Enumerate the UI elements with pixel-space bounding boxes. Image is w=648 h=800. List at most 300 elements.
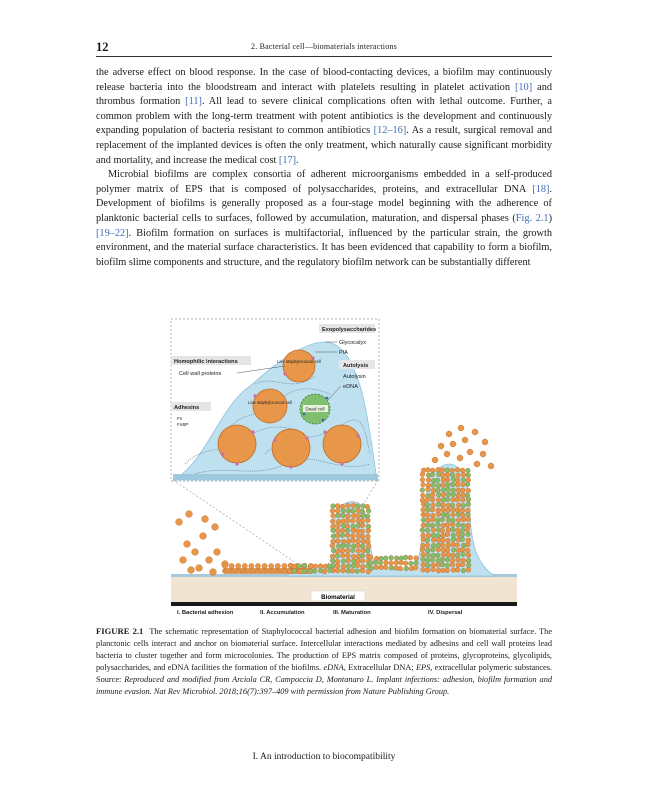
biofilm-cell xyxy=(399,560,404,565)
biofilm-cell xyxy=(440,562,445,567)
biofilm-cell xyxy=(431,533,436,538)
biofilm-cell xyxy=(446,492,451,497)
biofilm-cell xyxy=(336,544,341,549)
biofilm-cell xyxy=(460,547,465,552)
biofilm-cell xyxy=(350,569,355,574)
biofilm-cell xyxy=(450,553,455,558)
biofilm-cell xyxy=(335,563,340,568)
biofilm-cell xyxy=(346,539,351,544)
biofilm-cell xyxy=(302,563,307,568)
biofilm-cell xyxy=(403,561,408,566)
label-fnbp: FnBP xyxy=(177,422,189,427)
stage-bar xyxy=(171,602,517,606)
biofilm-cell xyxy=(431,503,436,508)
biofilm-cell xyxy=(425,467,430,472)
biofilm-cell xyxy=(455,568,460,573)
biofilm-cell xyxy=(421,562,426,567)
biofilm-cell xyxy=(360,534,365,539)
biofilm-cell xyxy=(341,543,346,548)
biofilm-cell xyxy=(425,523,430,528)
biofilm-cell xyxy=(445,472,450,477)
biofilm-cell xyxy=(461,568,466,573)
biofilm-cell xyxy=(346,509,351,514)
biofilm-cell xyxy=(430,517,435,522)
biofilm-cell xyxy=(420,493,425,498)
dispersing-cell xyxy=(474,461,480,467)
biofilm-cell xyxy=(379,565,384,570)
body-text xyxy=(96,66,552,270)
planktonic-cell xyxy=(196,565,203,572)
biofilm-cell xyxy=(441,568,446,573)
biofilm-cell xyxy=(441,552,446,557)
biofilm-cell xyxy=(421,557,426,562)
biofilm-cell xyxy=(340,528,345,533)
citation-link[interactable]: [17] xyxy=(278,154,297,166)
biofilm-cell xyxy=(366,539,371,544)
biofilm-cell xyxy=(465,527,470,532)
biofilm-cell xyxy=(426,478,431,483)
biofilm-cell xyxy=(445,522,450,527)
biofilm-cell xyxy=(455,497,460,502)
biofilm-cell xyxy=(394,560,399,565)
biofilm-cell xyxy=(351,508,356,513)
biofilm-cell xyxy=(351,503,356,508)
biofilm-cell xyxy=(461,503,466,508)
biofilm-cell xyxy=(441,523,446,528)
attached-cell xyxy=(236,563,241,568)
biofilm-cell xyxy=(322,569,327,574)
biofilm-cell xyxy=(345,528,350,533)
biofilm-cell xyxy=(456,503,461,508)
label-glycocalyx: Glycocalyx xyxy=(339,340,367,346)
biofilm-cell xyxy=(461,552,466,557)
biofilm-cell xyxy=(302,569,307,574)
biofilm-cell xyxy=(366,509,371,514)
biofilm-cell xyxy=(426,518,431,523)
biofilm-cell xyxy=(345,548,350,553)
biofilm-cell xyxy=(399,556,404,561)
biofilm-cell xyxy=(346,543,351,548)
biofilm-cell xyxy=(446,543,451,548)
biofilm-cell xyxy=(440,557,445,562)
biofilm-cell xyxy=(466,558,471,563)
label-cell-wall-proteins: Cell wall proteins xyxy=(179,371,222,377)
figure-link[interactable]: Fig. 2.1 xyxy=(515,212,549,224)
biofilm-cell xyxy=(445,557,450,562)
biofilm-cell xyxy=(440,517,445,522)
biofilm-cell xyxy=(450,522,455,527)
biofilm-cell xyxy=(435,478,440,483)
biofilm-cell xyxy=(331,528,336,533)
biofilm-cell xyxy=(345,518,350,523)
biofilm-cell xyxy=(414,556,419,561)
biofilm-cell xyxy=(460,508,465,513)
biofilm-cell xyxy=(456,557,461,562)
live-cell-bottom-middle xyxy=(272,429,310,467)
biofilm-cell xyxy=(446,527,451,532)
biofilm-cell xyxy=(420,528,425,533)
biofilm-cell xyxy=(435,522,440,527)
biofilm-cell xyxy=(355,543,360,548)
biofilm-cell xyxy=(398,566,403,571)
citation-link[interactable]: [11] xyxy=(185,96,202,108)
biofilm-cell xyxy=(435,553,440,558)
running-head: 2. Bacterial cell—biomaterials interactions xyxy=(251,42,397,51)
citation-link[interactable]: [12–16] xyxy=(373,125,407,137)
biofilm-cell xyxy=(365,548,370,553)
biofilm-cell xyxy=(466,567,471,572)
paragraph-1: the adverse effect on blood response. In the case of blood-contacting devices, a biofilm may continuously release bacteria into the bloodstream and interact with platelets resulting in platelet activation [10] and thrombus formation [11]. All lead to severe clinical complications often with lethal outcome. Further, a common problem with the long-term treatment with potent antibiotics is the development and continuously expanding population of bacteria resistant to common antibiotics [12–16]. As a result, surgical removal and replacement of the implanted devices is often the only treatment, which naturally cause significant morbidity and mortality, and increase the medical cost [17]. xyxy=(96,67,553,166)
biofilm-cell xyxy=(460,537,465,542)
biofilm-cell xyxy=(440,538,445,543)
page-footer: I. An introduction to biocompatibility xyxy=(252,752,396,762)
biofilm-cell xyxy=(451,492,456,497)
stage-labels xyxy=(177,610,463,616)
biofilm-cell xyxy=(335,533,340,538)
attached-cell xyxy=(249,563,254,568)
dispersing-cell xyxy=(488,463,494,469)
biofilm-cell xyxy=(456,488,461,493)
biofilm-cell xyxy=(460,513,465,518)
figure-caption: FIGURE 2.1 The schematic representation of Staphylococcal bacterial adhesion and biofilm formation on biomaterial surface. The planctonic cells interact and anchor on biomaterial surface. Intercellular interactions mediated by adhesins and cell wall proteins lead bacteria to cluster together and form microcolonies. The production of EPS matrix composed of proteins, glycoproteins, glycolipids, polysaccharides, and eDNA facilities the formation of the biofilms. eDNA, Extracellular DNA; EPS, extracellular polymeric substances. Source: Reproduced and modified from Arciola CR, Campoccia D, Montanaro L. Implant infections: adhesion, biofilm formation and immune evasion. Nat Rev Microbiol. 2018;16(7):397–409 with permission from Nature Publishing Group. xyxy=(96,626,553,696)
biofilm-cell xyxy=(441,488,446,493)
zoom-line-left xyxy=(173,480,305,569)
biofilm-cell xyxy=(331,534,336,539)
biofilm-cell xyxy=(445,468,450,473)
biofilm-cell xyxy=(440,528,445,533)
biofilm-cell xyxy=(365,504,370,509)
biofilm-cell xyxy=(441,483,446,488)
live-cell-bottom-right xyxy=(323,425,361,463)
biofilm-cell xyxy=(408,555,413,560)
biofilm-cell xyxy=(330,543,335,548)
biofilm-cell xyxy=(461,523,466,528)
biofilm-cell xyxy=(465,468,470,473)
biofilm-cell xyxy=(445,477,450,482)
biofilm-cell xyxy=(373,560,378,565)
biofilm-cell xyxy=(455,482,460,487)
stage-maturation: III. Maturation xyxy=(333,610,371,616)
biofilm-cell xyxy=(351,533,356,538)
planktonic-cell xyxy=(200,533,207,540)
biofilm-cell xyxy=(430,523,435,528)
biofilm-cell xyxy=(361,504,366,509)
biofilm-cell xyxy=(330,509,335,514)
planktonic-cell xyxy=(214,549,221,556)
biofilm-cell xyxy=(440,473,445,478)
biofilm-cell xyxy=(360,568,365,573)
biofilm-cell xyxy=(340,533,345,538)
biofilm-cell xyxy=(409,561,414,566)
biofilm-cell xyxy=(366,534,371,539)
biofilm-cell xyxy=(456,518,461,523)
biofilm-cell xyxy=(431,553,436,558)
biofilm-cell xyxy=(426,553,431,558)
label-exopolysaccharides: Exopolysaccharides xyxy=(322,327,377,333)
biofilm-cell xyxy=(466,497,471,502)
biofilm-cell xyxy=(366,544,371,549)
biofilm-cell xyxy=(445,563,450,568)
label-edna: eDNA xyxy=(343,384,358,390)
biofilm-cell xyxy=(361,539,366,544)
biofilm-cell xyxy=(456,512,461,517)
attached-cell xyxy=(262,563,267,568)
biofilm-cell xyxy=(426,507,431,512)
planktonic-cell xyxy=(184,541,191,548)
biofilm-cell xyxy=(383,565,388,570)
biofilm-cell xyxy=(466,542,471,547)
biofilm-cell xyxy=(451,537,456,542)
biofilm-cell xyxy=(426,487,431,492)
biofilm-cell xyxy=(383,556,388,561)
biofilm-cell xyxy=(340,548,345,553)
biofilm-cell xyxy=(441,507,446,512)
biofilm-cell xyxy=(425,548,430,553)
label-autolysis: Autolysis xyxy=(343,363,369,369)
biofilm-cell xyxy=(421,567,426,572)
biofilm-cell xyxy=(389,555,394,560)
biofilm-cell xyxy=(340,553,345,558)
biofilm-cell xyxy=(455,467,460,472)
biofilm-cell xyxy=(450,562,455,567)
biofilm-cell xyxy=(351,528,356,533)
biofilm-cell xyxy=(460,562,465,567)
biofilm-cell xyxy=(445,532,450,537)
biofilm-cell xyxy=(460,497,465,502)
biofilm-cell xyxy=(335,504,340,509)
biofilm-cell xyxy=(335,508,340,513)
attached-cell xyxy=(242,563,247,568)
biofilm-cell xyxy=(445,482,450,487)
stage-accumulation: II. Accumulation xyxy=(260,610,305,616)
biofilm-cell xyxy=(466,473,471,478)
planktonic-cell xyxy=(210,569,217,576)
biofilm-cell xyxy=(420,488,425,493)
biofilm-cell xyxy=(445,568,450,573)
caption-label: FIGURE 2.1 xyxy=(96,626,144,636)
label-homophilic: Homophilic interactions xyxy=(174,359,238,365)
planktonic-cell xyxy=(176,519,183,526)
biofilm-cell xyxy=(350,548,355,553)
biofilm-cell xyxy=(297,564,302,569)
biofilm-cell xyxy=(421,552,426,557)
biofilm-cell xyxy=(435,518,440,523)
biofilm-cell xyxy=(374,565,379,570)
biofilm-cell xyxy=(466,532,471,537)
biofilm-cell xyxy=(430,507,435,512)
biofilm-cell xyxy=(450,473,455,478)
planktonic-cell xyxy=(188,567,195,574)
biofilm-cell xyxy=(451,527,456,532)
biofilm-cell xyxy=(360,509,365,514)
biofilm-cell xyxy=(446,552,451,557)
live-cell-top xyxy=(283,350,315,382)
biofilm-cell xyxy=(436,533,441,538)
planktonic-cell xyxy=(186,511,193,518)
page-header xyxy=(96,40,552,54)
biofilm-cell xyxy=(356,539,361,544)
biofilm-cell xyxy=(331,504,336,509)
biofilm-cell xyxy=(403,555,408,560)
biofilm-cell xyxy=(335,568,340,573)
biofilm-cell xyxy=(394,566,399,571)
biofilm-cell xyxy=(425,528,430,533)
biofilm-cell xyxy=(441,502,446,507)
biofilm-cell xyxy=(361,514,366,519)
biofilm-cell xyxy=(450,542,455,547)
biofilm-cell xyxy=(355,504,360,509)
biofilm-cell xyxy=(345,503,350,508)
biofilm-cell xyxy=(431,563,436,568)
biofilm-cell xyxy=(430,493,435,498)
attached-cell xyxy=(275,563,280,568)
biofilm-cell xyxy=(414,560,419,565)
biofilm-cell xyxy=(330,554,335,559)
biofilm-cell xyxy=(360,529,365,534)
biofilm-cell xyxy=(445,497,450,502)
biofilm-cell xyxy=(445,548,450,553)
biofilm-cell xyxy=(355,563,360,568)
biofilm-cell xyxy=(445,513,450,518)
citation-link[interactable]: [10] xyxy=(514,81,533,93)
biofilm-cell xyxy=(431,537,436,542)
biofilm-cell xyxy=(445,538,450,543)
biofilm-cell xyxy=(341,508,346,513)
biofilm-cell xyxy=(461,517,466,522)
biofilm-cell xyxy=(413,565,418,570)
biofilm-cell xyxy=(431,567,436,572)
dispersing-cell xyxy=(482,439,488,445)
biofilm-cell xyxy=(360,518,365,523)
live-cell-middle xyxy=(253,389,287,423)
biofilm-cell xyxy=(425,513,430,518)
stage-adhesion: I. Bacterial adhesion xyxy=(177,610,234,616)
label-autolysin: Autolysin xyxy=(343,374,366,380)
citation-link[interactable]: [19–22] xyxy=(96,227,129,239)
biofilm-cell xyxy=(421,507,426,512)
planktonic-cell xyxy=(180,557,187,564)
biofilm-cell xyxy=(451,548,456,553)
biofilm-cell xyxy=(420,472,425,477)
biofilm-cell xyxy=(425,497,430,502)
biofilm-cell xyxy=(460,468,465,473)
biofilm-cell xyxy=(466,488,471,493)
biofilm-cell xyxy=(368,560,373,565)
biofilm-cell xyxy=(360,553,365,558)
biofilm-cell xyxy=(466,553,471,558)
biofilm-diagram xyxy=(165,314,520,619)
biofilm-cell xyxy=(436,492,441,497)
biofilm-cell xyxy=(450,497,455,502)
stage-dispersal: IV. Dispersal xyxy=(428,610,463,616)
biofilm-cell xyxy=(466,563,471,568)
biofilm-cell xyxy=(425,568,430,573)
biofilm-cell xyxy=(346,564,351,569)
biofilm-cell xyxy=(360,523,365,528)
attached-cell xyxy=(222,563,227,568)
biofilm-cell xyxy=(341,568,346,573)
attached-cell xyxy=(229,563,234,568)
figure-2-1 xyxy=(165,314,520,619)
biofilm-cell xyxy=(345,533,350,538)
biofilm-cell xyxy=(426,533,431,538)
biofilm-cell xyxy=(420,547,425,552)
biofilm-cell xyxy=(456,523,461,528)
biofilm-cell xyxy=(389,565,394,570)
biofilm-cell xyxy=(430,497,435,502)
biofilm-cell xyxy=(327,568,332,573)
biofilm-cell xyxy=(436,502,441,507)
biofilm-cell xyxy=(465,548,470,553)
biofilm-cell xyxy=(350,518,355,523)
dispersing-cell xyxy=(450,441,456,447)
live-cell-bottom-left xyxy=(218,425,256,463)
biofilm-cell xyxy=(441,492,446,497)
biofilm-cell xyxy=(356,549,361,554)
biofilm-cell xyxy=(335,539,340,544)
biofilm-cell xyxy=(466,517,471,522)
biofilm-cell xyxy=(425,558,430,563)
planktonic-cell xyxy=(192,549,199,556)
biofilm-cell xyxy=(440,468,445,473)
label-fn: Fn xyxy=(177,416,183,421)
biofilm-cell xyxy=(336,528,341,533)
biofilm-cell xyxy=(312,569,317,574)
dispersing-cell xyxy=(462,437,468,443)
biofilm-cell xyxy=(451,512,456,517)
biofilm-cell xyxy=(461,477,466,482)
biofilm-cell xyxy=(378,560,383,565)
dispersing-cell xyxy=(457,455,463,461)
biofilm-cell xyxy=(436,483,441,488)
biofilm-cell xyxy=(446,487,451,492)
biofilm-cell xyxy=(389,561,394,566)
biofilm-cell xyxy=(421,512,426,517)
biofilm-cell xyxy=(351,538,356,543)
label-live-cell-1: Live staphylococcal cell xyxy=(277,359,321,364)
paragraph-2: Microbial biofilms are complex consortia of adherent microorganisms embedded in a self-produced polymer matrix of EPS that is composed of polysaccharides, proteins, and extracellular DNA [18]. Development of biofilms is generally proposed as a four-stage model beginning with the adherence of planktonic bacterial cells to surfaces, followed by accumulation, maturation, and dispersal phases (Fig. 2.1) [19–22]. Biofilm formation on surfaces is multifactorial, influenced by the particular strain, the growth environment, and the material surface characteristics. It has been evidenced that capability to form a biofilm, biofilm slime components and structure, and the regulatory biofilm network can be substantially different xyxy=(96,169,553,268)
biofilm-cell xyxy=(287,569,292,574)
biofilm-cell xyxy=(466,478,471,483)
biofilm-cell xyxy=(335,554,340,559)
biofilm-cell xyxy=(346,558,351,563)
biofilm-cell xyxy=(436,498,441,503)
biofilm-cell xyxy=(436,512,441,517)
attached-cell xyxy=(255,563,260,568)
biofilm-cell xyxy=(318,564,323,569)
biofilm-cell xyxy=(351,513,356,518)
label-adhesins: Adhesins xyxy=(174,405,200,411)
planktonic-cell xyxy=(212,524,219,531)
biofilm-cell xyxy=(461,493,466,498)
biofilm-cell xyxy=(466,512,471,517)
biofilm-cell xyxy=(440,543,445,548)
biofilm-cell xyxy=(360,558,365,563)
biofilm-cell xyxy=(383,560,388,565)
attached-cell xyxy=(282,563,287,568)
citation-link[interactable]: [18] xyxy=(532,183,550,195)
label-biomaterial: Biomaterial xyxy=(321,594,355,601)
label-pia: PIA xyxy=(339,350,349,356)
biofilm-cell xyxy=(369,566,374,571)
biofilm-cell xyxy=(341,513,346,518)
biofilm-cell xyxy=(451,507,456,512)
label-live-cell-2: Live staphylococcal cell xyxy=(248,400,292,405)
biofilm-cell xyxy=(431,483,436,488)
biofilm-cell xyxy=(461,472,466,477)
attached-cell xyxy=(269,563,274,568)
planktonic-cell xyxy=(206,557,213,564)
